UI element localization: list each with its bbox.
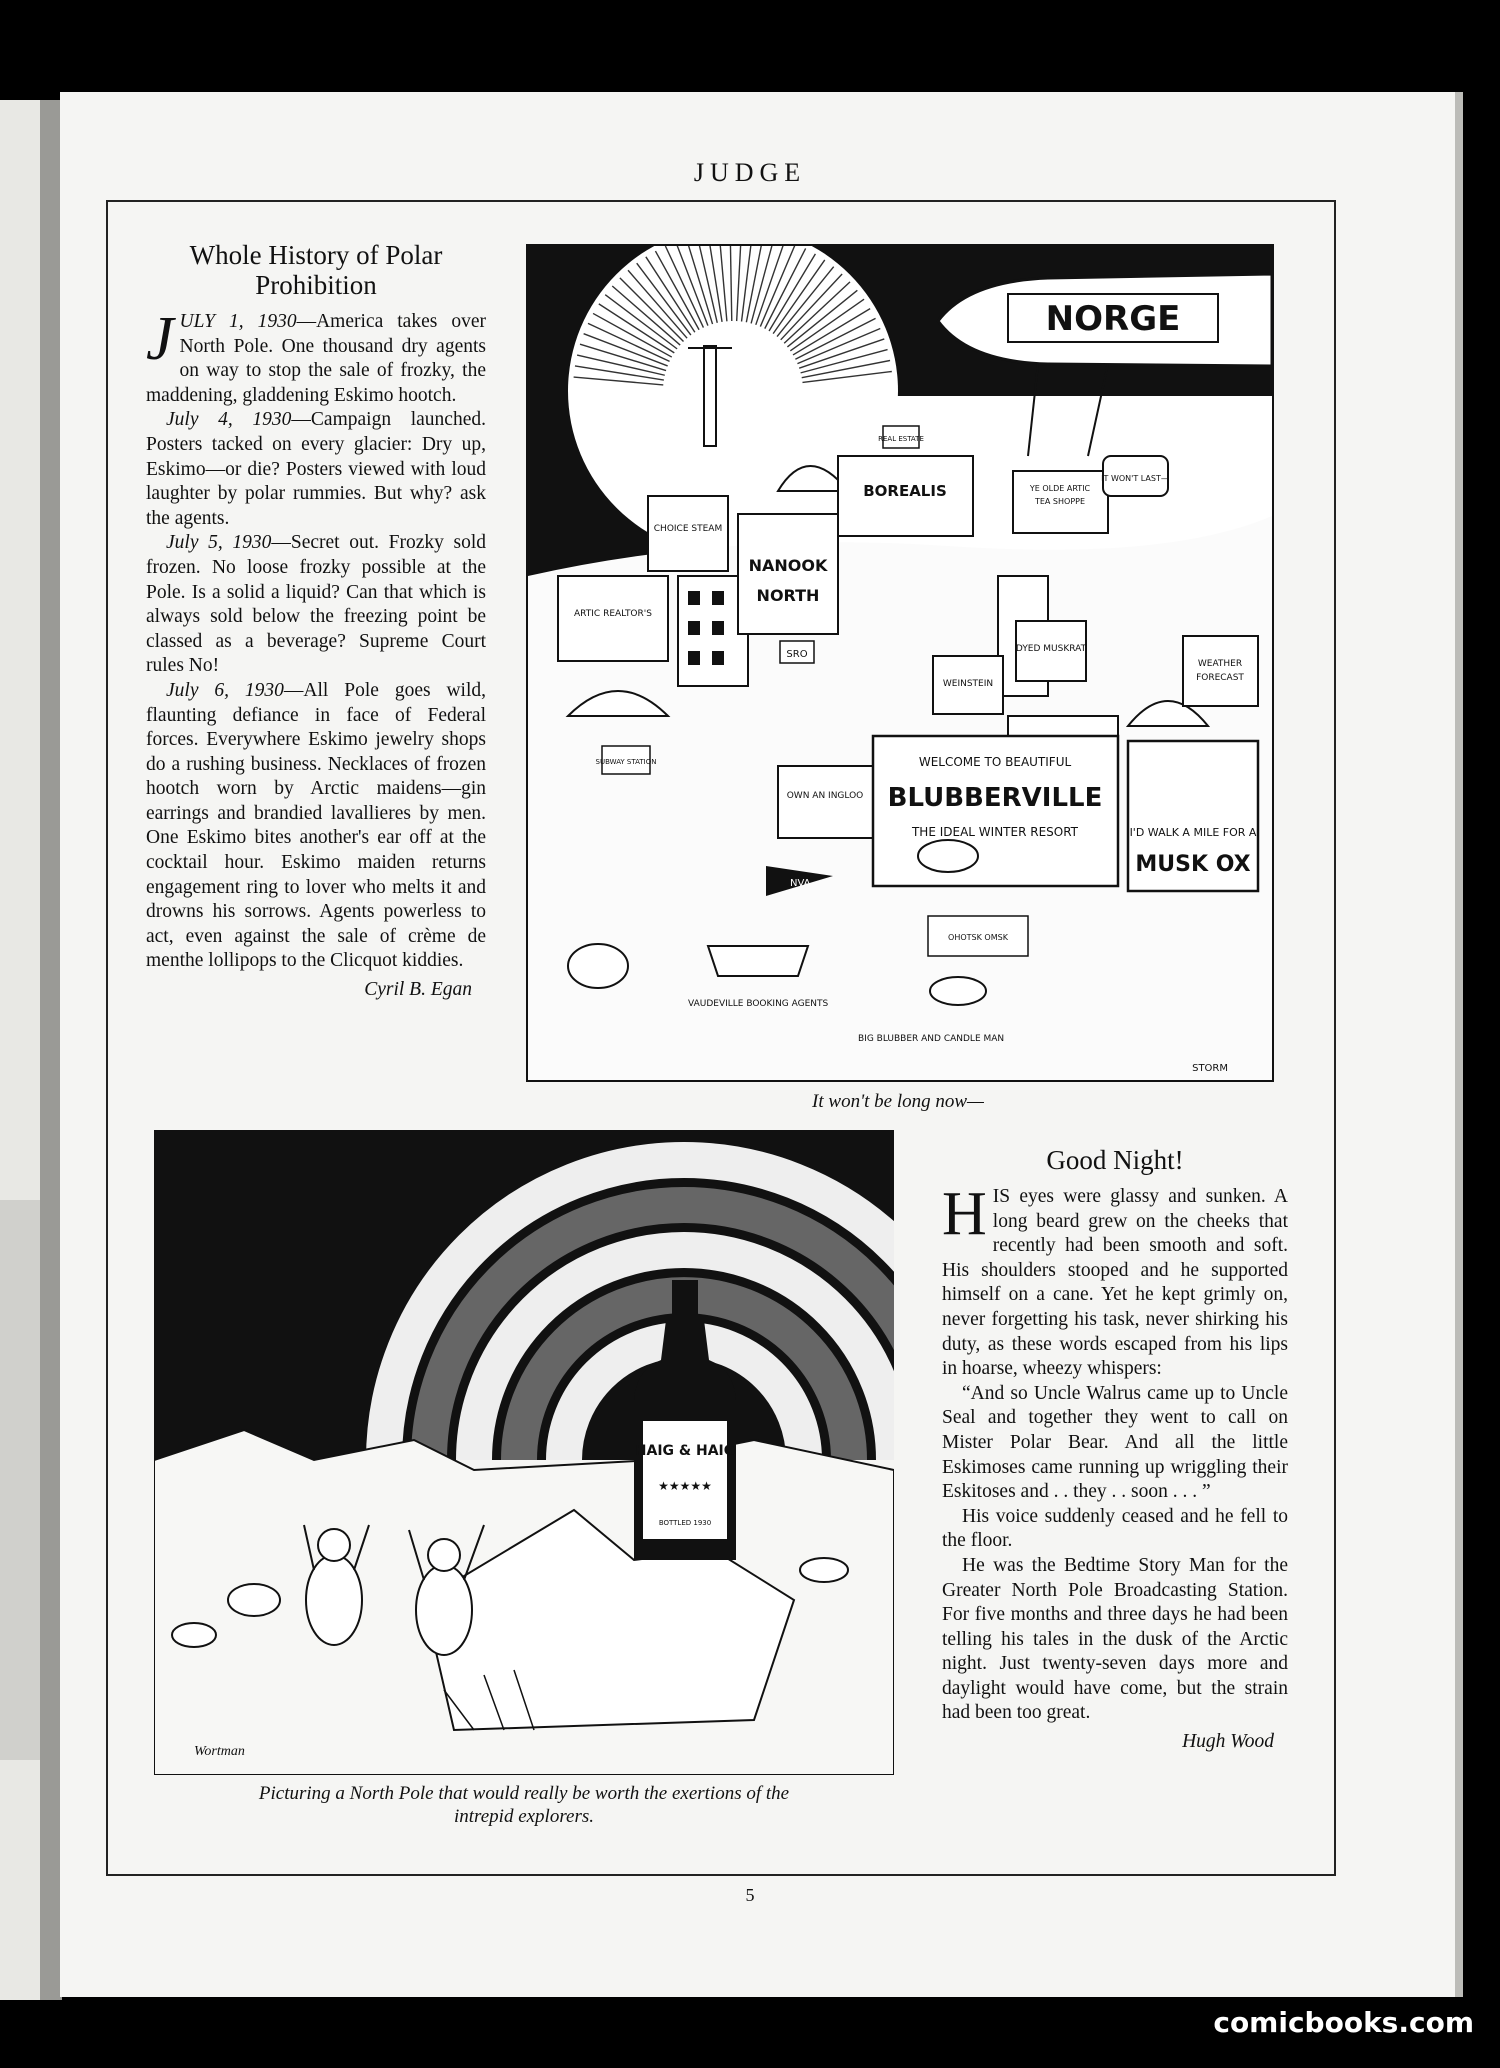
article-paragraph: His voice suddenly ceased and he fell to the floor.	[942, 1505, 1288, 1552]
sign-muskrat: DYED MUSKRAT	[1015, 644, 1087, 654]
paragraph-text: —Campaign launched. Posters tacked on every glacier: Dry up, Eskimo—or die? Posters viewed with loud laughter by polar rummies. But why? ask the agents.	[146, 409, 486, 529]
sign-north: NORTH	[756, 586, 820, 605]
article-paragraph	[146, 531, 486, 679]
sign-musk-ox: MUSK OX	[1135, 852, 1251, 877]
sign-realtors: ARTIC REALTOR'S	[574, 609, 652, 619]
label-vaudeville: VAUDEVILLE BOOKING AGENTS	[688, 999, 829, 1009]
byline: Cyril B. Egan	[364, 979, 472, 1001]
watermark: comicbooks.com	[1213, 2006, 1474, 2039]
cartoon-haig-bottle	[154, 1130, 894, 1775]
artist-signature: Wortman	[194, 1744, 245, 1759]
sign-own-igloo: OWN AN INGLOO	[786, 791, 864, 801]
paragraph-text: —Secret out. Frozky sold frozen. No loose frozky possible at the Pole. Is a solid a liquid? Can that which is always sold below the freezing point be classed as a beverage? Supreme Court rules No!	[146, 532, 486, 677]
cartoon-caption	[154, 1782, 894, 1828]
byline: Hugh Wood	[1182, 1731, 1274, 1753]
page-number: 5	[745, 1885, 755, 1905]
article-paragraph	[146, 408, 486, 531]
sign-nanook: NANOOK	[748, 556, 828, 575]
sign-borealis: BOREALIS	[863, 482, 947, 500]
speech-it-wont-last: IT WON'T LAST—	[1101, 474, 1169, 483]
article-good-night	[942, 1145, 1288, 1755]
bottle-stars: ★★★★★	[658, 1479, 712, 1493]
paragraph-text: —America takes over North Pole. One thousand dry agents on way to stop the sale of frozky, the maddening, gladdening Eskimo hootch.	[146, 311, 486, 406]
sign-resort: THE IDEAL WINTER RESORT	[911, 825, 1079, 839]
cartoon-drawing	[154, 1130, 894, 1775]
sign-directions: OHOTSK OMSK	[948, 933, 1008, 942]
article-paragraph	[942, 1180, 1288, 1382]
page-edge	[1455, 92, 1463, 1997]
sign-welcome: WELCOME TO BEAUTIFUL	[918, 755, 1072, 769]
article-title: Whole History of Polar Prohibition	[189, 240, 443, 300]
cartoon-caption: It won't be long now—	[812, 1091, 984, 1112]
artist-signature: STORM	[1192, 1063, 1228, 1074]
dateline: ULY 1, 1930	[179, 311, 297, 332]
blimp-label: NORGE	[1045, 299, 1181, 339]
sign-blubberville: BLUBBERVILLE	[887, 783, 1103, 813]
sign-tea-shoppe: YE OLDE ARTIC	[1029, 484, 1091, 493]
cartoon-blubberville	[526, 244, 1274, 1082]
dateline: July 6, 1930	[166, 679, 284, 701]
article-title: Good Night!	[1046, 1145, 1184, 1175]
facing-page-illustration	[0, 1200, 42, 1760]
sign-weather-2: FORECAST	[1196, 673, 1244, 683]
sign-choice-ingloos: CHOICE STEAM	[653, 524, 723, 534]
article-paragraph	[146, 679, 486, 974]
cartoon-drawing	[528, 246, 1272, 1080]
drop-cap: H	[942, 1180, 987, 1248]
page-gutter	[40, 100, 62, 2000]
bottle-sub: BOTTLED 1930	[658, 1519, 712, 1527]
sign-tea-shoppe-2: TEA SHOPPE	[1034, 497, 1086, 506]
article-paragraph: He was the Bedtime Story Man for the Greater North Pole Broadcasting Station. For five months and three days he had been telling his tales in the dusk of the Arctic night. Just twenty-seven days more and daylight would have come, but the strain had been too great.	[942, 1554, 1288, 1724]
sign-weinstein: WEINSTEIN	[942, 679, 994, 689]
caption-line: intrepid explorers.	[453, 1806, 594, 1827]
label-big-blubber: BIG BLUBBER AND CANDLE MAN	[858, 1034, 1005, 1044]
bottle-label: HAIG & HAIG	[634, 1443, 736, 1459]
dateline: July 5, 1930	[166, 532, 272, 554]
sign-weather: WEATHER	[1197, 659, 1243, 669]
pennant-nva: NVA	[790, 878, 811, 889]
masthead: JUDGE	[693, 158, 807, 187]
caption-line: Picturing a North Pole that would really be worth the exertions of the	[258, 1783, 790, 1804]
sign-real-estate: REAL ESTATE	[878, 435, 924, 443]
article-polar-prohibition	[146, 240, 486, 1003]
drop-cap: J	[146, 305, 174, 373]
article-paragraph: “And so Uncle Walrus came up to Uncle Seal and together they went to call on Mister Polar Bear. And all the little Eskimoses came running up wriggling their Eskitoses and . . they . . soon . . . ”	[942, 1382, 1288, 1503]
sign-walk-a-mile: I'D WALK A MILE FOR A	[1129, 826, 1257, 839]
dateline: July 4, 1930	[166, 409, 292, 431]
article-paragraph	[146, 305, 486, 408]
paragraph-text: IS eyes were glassy and sunken. A long beard grew on the cheeks that recently had been smooth and soft. His shoulders stooped and he supported himself on a cane. Yet he kept grimly on, never forgetting his task, never shirking his duty, as these words escaped from his lips in hoarse, wheezy whispers:	[942, 1186, 1288, 1380]
paragraph-text: —All Pole goes wild, flaunting defiance in face of Federal forces. Everywhere Eskimo jewelry shops do a rushing business. Necklaces of frozen hootch worn by Arctic maidens—gin earrings and brandied lavallieres by men. One Eskimo bites another's ear off at the cocktail hour. Eskimo maiden returns engagement ring to lover who melts it and drowns his sorrows. Agents powerless to act, even against the sale of crème de menthe lollipops to the Clicquot kiddies.	[146, 679, 487, 972]
sign-sro: SRO	[786, 649, 808, 660]
sign-subway: SUBWAY STATION	[595, 758, 657, 766]
